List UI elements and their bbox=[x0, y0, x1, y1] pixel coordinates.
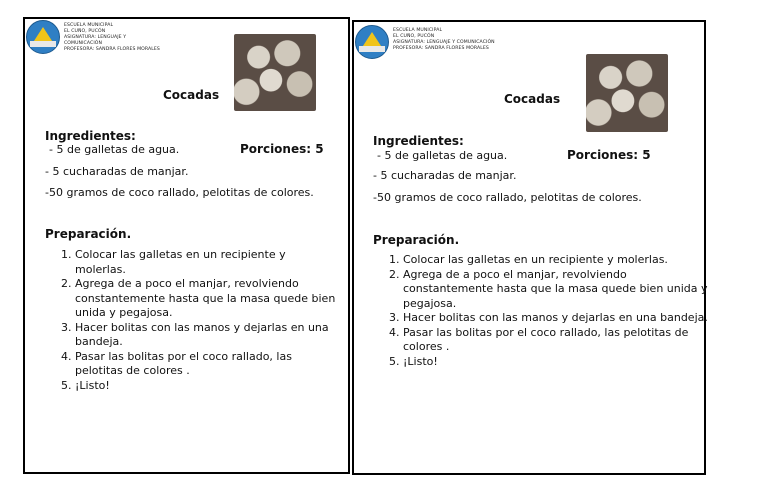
recipe-title: Cocadas bbox=[504, 92, 561, 106]
school-logo-icon bbox=[26, 20, 60, 54]
school-header bbox=[355, 25, 495, 59]
ingredient-item: - 5 de galletas de agua. bbox=[377, 149, 508, 162]
preparation-heading: Preparación. bbox=[45, 227, 132, 241]
step-item: 4. Pasar las bolitas por el coco rallado, las pelotitas de colores . bbox=[403, 326, 713, 355]
school-teacher: PROFESORA: SANDRA FLORES MORALES bbox=[64, 47, 160, 52]
recipe-card-left bbox=[23, 17, 350, 474]
step-item: 2. Agrega de a poco el manjar, revolviendo constantemente hasta que la masa quede bien unida y pegajosa. bbox=[75, 277, 337, 321]
ingredient-item: -50 gramos de coco rallado, pelotitas de colores. bbox=[45, 186, 314, 199]
preparation-steps bbox=[47, 248, 337, 393]
school-info bbox=[393, 28, 495, 52]
preparation-heading: Preparación. bbox=[373, 233, 460, 247]
ingredients-heading: Ingredientes: bbox=[45, 129, 136, 143]
portions-label: Porciones: 5 bbox=[567, 148, 651, 162]
recipe-title: Cocadas bbox=[163, 88, 220, 102]
step-item: 4. Pasar las bolitas por el coco rallado, las pelotitas de colores . bbox=[75, 350, 337, 379]
school-info bbox=[64, 23, 160, 53]
step-item: 3. Hacer bolitas con las manos y dejarlas en una bandeja. bbox=[403, 311, 713, 326]
step-item: 2. Agrega de a poco el manjar, revolviendo constantemente hasta que la masa quede bien unida y pegajosa. bbox=[403, 268, 713, 312]
ingredients-heading: Ingredientes: bbox=[373, 134, 464, 148]
school-teacher: PROFESORA: SANDRA FLORES MORALES bbox=[393, 46, 489, 51]
step-item: 5. ¡Listo! bbox=[75, 379, 337, 394]
school-location: EL CUÑO, PUCÓN bbox=[393, 34, 435, 39]
school-location: EL CUÑO, PUCÓN bbox=[64, 29, 106, 34]
school-subject: ASIGNATURA: LENGUAJE Y COMUNICACIÓN bbox=[64, 35, 127, 46]
school-subject: ASIGNATURA: LENGUAJE Y COMUNICACIÓN bbox=[393, 40, 495, 45]
step-item: 3. Hacer bolitas con las manos y dejarlas en una bandeja. bbox=[75, 321, 337, 350]
portions-label: Porciones: 5 bbox=[240, 142, 324, 156]
ingredient-item: -50 gramos de coco rallado, pelotitas de colores. bbox=[373, 191, 642, 204]
step-item: 5. ¡Listo! bbox=[403, 355, 713, 370]
school-name: ESCUELA MUNICIPAL bbox=[393, 28, 443, 33]
cocadas-photo bbox=[234, 34, 316, 111]
cocadas-photo bbox=[586, 54, 668, 132]
preparation-steps bbox=[375, 253, 713, 369]
recipe-card-right bbox=[352, 20, 706, 475]
school-header bbox=[26, 20, 160, 54]
step-item: 1. Colocar las galletas en un recipiente y molerlas. bbox=[75, 248, 337, 277]
step-item: 1. Colocar las galletas en un recipiente y molerlas. bbox=[403, 253, 713, 268]
school-logo-icon bbox=[355, 25, 389, 59]
school-name: ESCUELA MUNICIPAL bbox=[64, 23, 114, 28]
ingredient-item: - 5 de galletas de agua. bbox=[49, 143, 180, 156]
ingredient-item: - 5 cucharadas de manjar. bbox=[45, 165, 189, 178]
ingredient-item: - 5 cucharadas de manjar. bbox=[373, 169, 517, 182]
